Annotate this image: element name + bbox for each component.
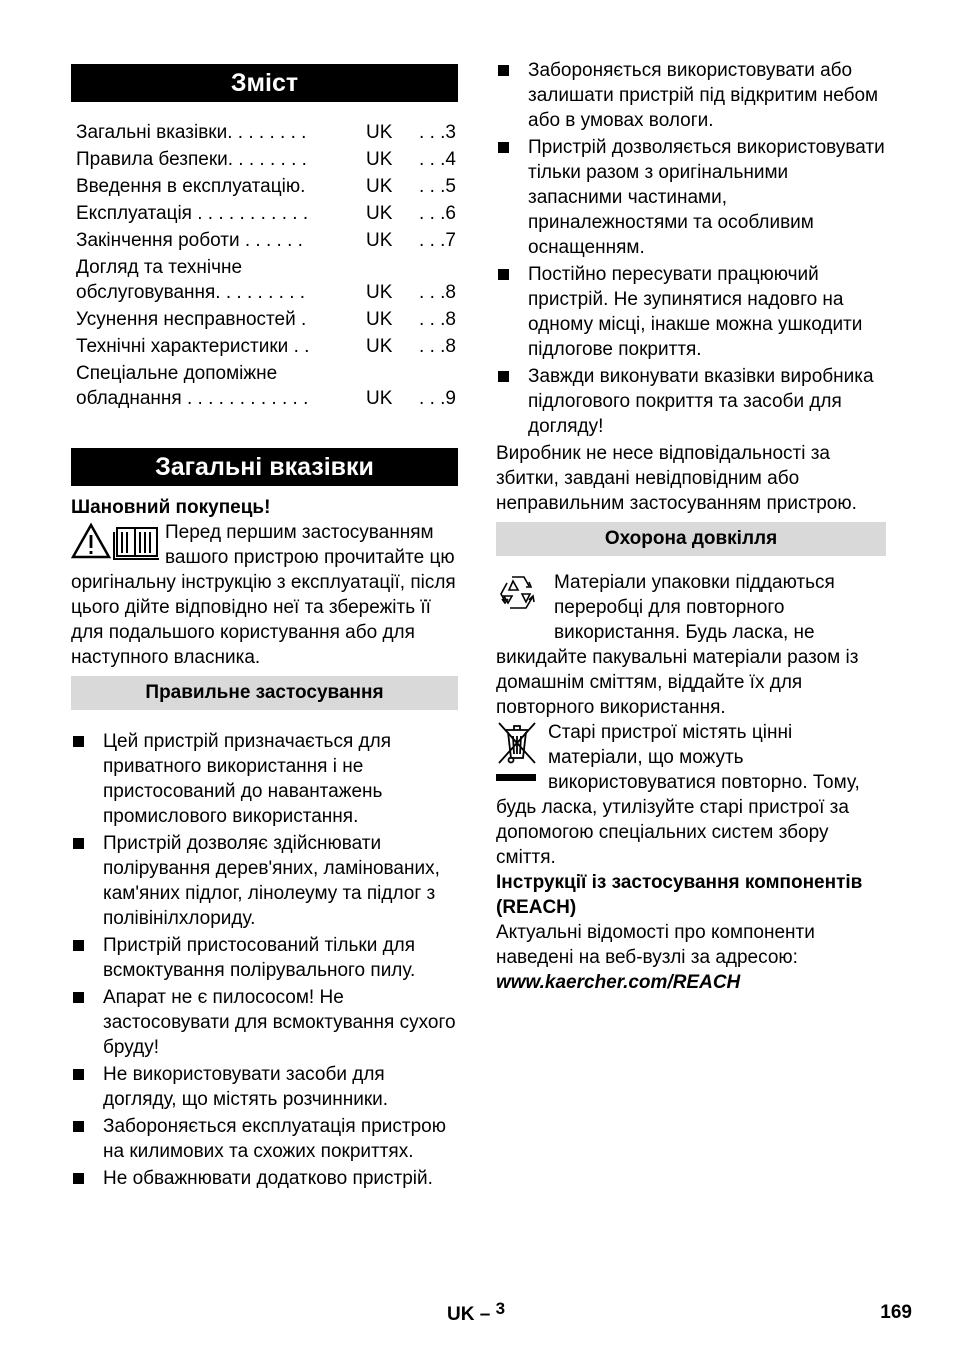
footer-language-page [447,1296,505,1327]
left-column [71,64,458,1193]
toc-row [76,307,458,334]
toc-title: Усунення несправностей . [76,309,307,330]
toc-lang: UK [366,336,393,357]
list-item: Пристрій дозволяється використовувати тільки разом з оригінальними запасними частинами, приналежностями та особливим оснащенням. [496,135,886,260]
disclaimer: Виробник не несе відповідальності за збитки, завдані невідповідним або неправильним застосуванням пристрою. [496,443,857,514]
toc-page: . . .8 [419,309,456,330]
toc-lang: UK [366,388,393,409]
list-item: Завжди виконувати вказівки виробника підлогового покриття та засоби для догляду! [496,364,886,439]
toc-title: Введення в експлуатацію. [76,176,306,197]
toc-page: . . .8 [419,282,456,303]
toc-row [76,174,458,201]
crossed-bin-icon [496,720,538,773]
toc-row [76,255,458,307]
old-devices-text: Старі пристрої містять цінні матеріали, що можуть використовуватися повторно. Тому, будь ласка, утилізуйте старі пристрої за допомогою спеціальних систем збору сміття. [496,722,860,868]
packaging-block [496,570,886,720]
toc-page: . . .3 [419,122,456,143]
general-intro-text: Перед першим застосуванням вашого пристрою прочитайте цю оригінальну інструкцію з експлуатації, після цього дійте відповідно неї та збережіть її для подальшого користування або для наступного власника. [71,522,456,668]
list-item: Забороняється використовувати або залишати пристрій під відкритим небом або в умовах вологи. [496,58,886,133]
toc-page: . . .4 [419,149,456,170]
toc-lang: UK [366,309,393,330]
toc-row [76,120,458,147]
toc-page: . . .6 [419,203,456,224]
old-devices-block [496,720,886,870]
packaging-text: Матеріали упаковки піддаються переробці для повторного використання. Будь ласка, не викидайте пакувальні матеріали разом із домашнім сміттям, віддайте їх для повторного використання. [496,572,859,718]
general-intro-block [71,520,458,670]
toc-title: Загальні вказівки. . . . . . . . [76,122,307,143]
toc-lang: UK [366,176,393,197]
toc-page: . . .5 [419,176,456,197]
toc-title: Догляд та технічне обслуговування. . . . . . . . . [76,257,306,303]
general-heading: Загальні вказівки [71,448,458,486]
toc-row [76,228,458,255]
toc-title: Спеціальне допоміжне обладнання . . . . . . . . . . . . [76,363,309,409]
weee-bar [496,774,536,781]
list-item: Пристрій пристосований тільки для всмоктування полірувального пилу. [71,933,458,983]
list-item: Не обважнювати додатково пристрій. [71,1166,458,1191]
reach-link[interactable]: www.kaercher.com/REACH [496,972,741,993]
right-column [496,58,886,995]
list-item: Забороняється експлуатація пристрою на килимових та схожих покриттях. [71,1114,458,1164]
list-item: Апарат не є пилососом! Не застосовувати для всмоктування сухого бруду! [71,985,458,1060]
warning-manual-icon [71,522,159,567]
list-item: Пристрій дозволяє здійснювати полірування дерев'яних, ламінованих, кам'яних підлог, лінолеуму та підлог з полівінілхлориду. [71,831,458,931]
toc-page: . . .9 [419,388,456,409]
toc-title: Експлуатація . . . . . . . . . . . [76,203,309,224]
toc-title: Правила безпеки. . . . . . . . [76,149,307,170]
toc-heading: Зміст [71,64,458,102]
toc-lang: UK [366,122,393,143]
footer-code: UK – [447,1304,491,1325]
table-of-contents [71,120,458,413]
toc-page: . . .8 [419,336,456,357]
list-item: Не використовувати засоби для догляду, що містять розчинники. [71,1062,458,1112]
toc-row [76,201,458,228]
toc-row [76,361,458,413]
proper-use-heading: Правильне застосування [71,676,458,710]
toc-lang: UK [366,149,393,170]
recycling-icon [496,572,540,621]
page-number: 169 [880,1302,912,1323]
toc-lang: UK [366,203,393,224]
toc-lang: UK [366,230,393,251]
proper-use-list [71,729,458,1191]
toc-title: Технічні характеристики . . [76,336,310,357]
list-item: Цей пристрій призначається для приватного використання і не пристосований до навантажень промислового використання. [71,729,458,829]
toc-page: . . .7 [419,230,456,251]
greeting: Шановний покупець! [71,497,271,518]
toc-row [76,147,458,174]
toc-title: Закінчення роботи . . . . . . [76,230,303,251]
toc-lang: UK [366,282,393,303]
reach-heading: Інструкції із застосування компонентів (REACH) [496,872,863,918]
environment-heading: Охорона довкілля [496,522,886,556]
safety-list [496,58,886,439]
footer-code-number: 3 [495,1299,506,1318]
reach-text: Актуальні відомості про компоненти наведені на веб-вузлі за адресою: [496,922,815,968]
toc-row [76,334,458,361]
list-item: Постійно пересувати працюючий пристрій. Не зупинятися надовго на одному місці, інакше можна ушкодити підлогове покриття. [496,262,886,362]
